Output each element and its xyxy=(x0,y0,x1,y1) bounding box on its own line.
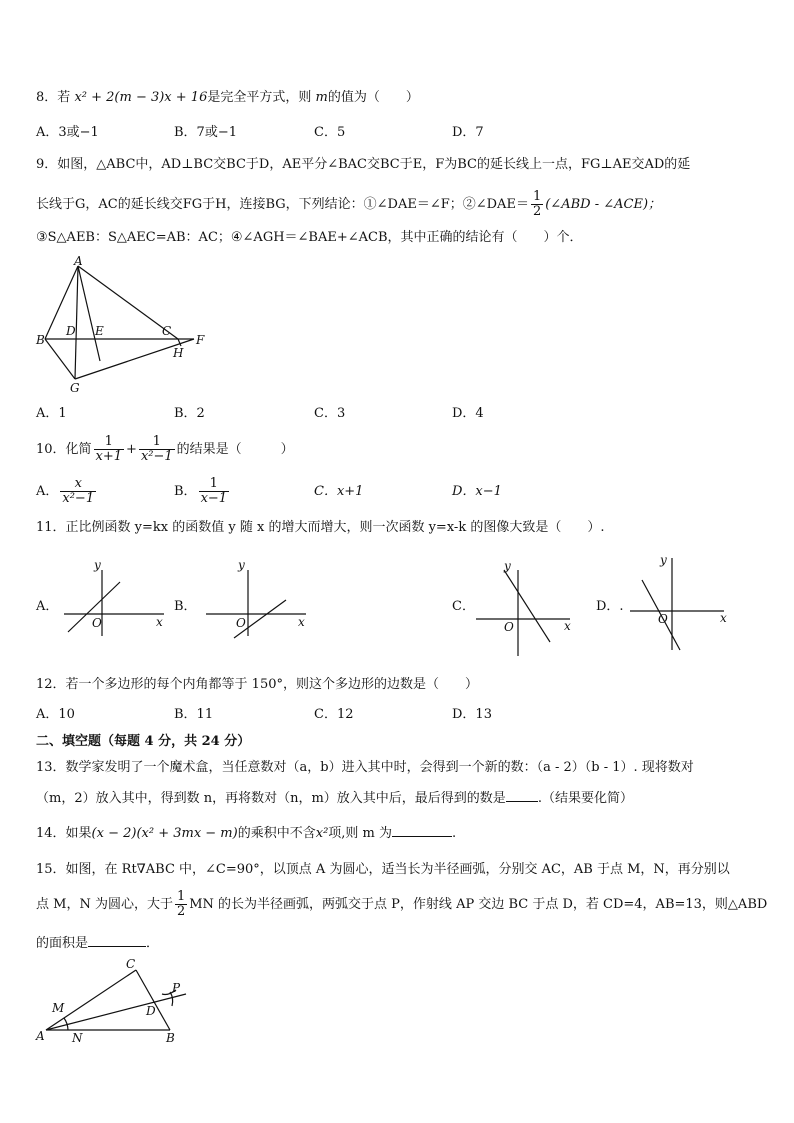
q11-d-origin: O xyxy=(658,612,668,626)
q10-post: 的结果是（ ） xyxy=(176,442,294,457)
q9-label-f: F xyxy=(196,333,205,347)
q15-fraction xyxy=(175,890,187,919)
q10-option-b-fraction xyxy=(199,477,230,506)
q8-option-a[interactable]: A．3或−1 xyxy=(36,125,99,140)
q10-option-c[interactable]: C．x+1 xyxy=(314,484,364,499)
q10-option-a[interactable] xyxy=(36,474,98,510)
q9-label-e: E xyxy=(95,324,104,338)
q14-end: . xyxy=(452,826,457,841)
q15-line-2 xyxy=(36,888,767,922)
q10-f2-den: x²−1 xyxy=(140,449,173,464)
q10-option-b-den: x−1 xyxy=(200,491,228,506)
q9-option-c[interactable]: C．3 xyxy=(314,406,346,421)
q9-option-b[interactable]: B．2 xyxy=(174,406,205,421)
q9-fraction xyxy=(531,190,543,219)
q14-post: 项,则 m 为 xyxy=(328,826,393,841)
q14-term: x² xyxy=(315,826,329,841)
q11-graph-c[interactable] xyxy=(474,558,584,658)
q8-pre: 若 xyxy=(57,90,71,105)
q9-line-2 xyxy=(36,190,661,219)
q15-frac-den: 2 xyxy=(176,904,186,919)
q9-figure xyxy=(36,254,216,395)
q11-a-origin: O xyxy=(92,616,102,630)
q12-stem: 12．若一个多边形的每个内角都等于 150°，则这个多边形的边数是（ ） xyxy=(36,677,478,692)
q10-plus: + xyxy=(126,442,137,457)
q10-option-b-num: 1 xyxy=(199,477,230,492)
q15-line-2a: 点 M，N 为圆心，大于 xyxy=(36,897,173,912)
q11-c-origin: O xyxy=(504,620,514,634)
q8-expression: x² + 2(m − 3)x + 16 xyxy=(74,90,208,105)
q9-line-2a: 长线于G，AC的延长线交FG于H，连接BG，下列结论：①∠DAE＝∠F；②∠DAE＝ xyxy=(36,197,529,212)
q10-fraction-1 xyxy=(94,435,125,464)
q15-label-b: B xyxy=(166,1031,175,1045)
q12-option-b[interactable]: B．11 xyxy=(174,707,214,722)
q10-option-a-fraction xyxy=(60,477,96,506)
q10-option-a-num: x xyxy=(60,477,96,492)
q11-a-y: y xyxy=(94,558,101,572)
q13-line-2 xyxy=(36,790,633,808)
q11-a-x: x xyxy=(156,615,163,629)
q11-option-a-label[interactable]: A． xyxy=(36,599,59,614)
q9-line-1: 9．如图，△ABC中，AD⊥BC交BC于D，AE平分∠BAC交BC于E，F为BC的延长线上一点，FG⊥AE交AD的延 xyxy=(36,157,691,172)
q11-graph-b[interactable] xyxy=(204,558,314,638)
q15-label-n: N xyxy=(72,1031,83,1045)
q10-option-d[interactable]: D．x−1 xyxy=(452,484,502,499)
q10-pre: 10．化简 xyxy=(36,442,92,457)
q11-b-y: y xyxy=(238,558,245,572)
q9-label-b: B xyxy=(36,333,45,347)
q13-answer-blank[interactable] xyxy=(506,801,538,802)
q11-stem: 11．正比例函数 y=kx 的函数值 y 随 x 的增大而增大，则一次函数 y=x-k 的图像大致是（ ）. xyxy=(36,520,605,535)
q11-b-x: x xyxy=(298,615,305,629)
q15-label-c: C xyxy=(126,957,136,971)
q12-option-c[interactable]: C．12 xyxy=(314,707,354,722)
q9-line-3: ③S△AEB：S△AEC=AB：AC；④∠AGH＝∠BAE+∠ACB，其中正确的结论有（ ）个． xyxy=(36,230,583,245)
q10-fraction-2 xyxy=(139,435,175,464)
q11-option-b-label[interactable]: B． xyxy=(174,599,197,614)
q11-c-y: y xyxy=(504,559,511,573)
q8-option-c[interactable]: C．5 xyxy=(314,125,346,140)
q11-d-x: x xyxy=(720,611,727,625)
q9-option-a[interactable]: A．1 xyxy=(36,406,67,421)
q10-option-b[interactable] xyxy=(174,474,231,510)
q8-post: 是完全平方式，则 xyxy=(207,90,312,105)
q10-stem xyxy=(36,432,294,468)
q9-label-h: H xyxy=(173,346,184,360)
q14-mid: 的乘积中不含 xyxy=(237,826,316,841)
q8-stem xyxy=(36,89,419,107)
q14-pre: 14．如果 xyxy=(36,826,92,841)
q11-option-c-label[interactable]: C． xyxy=(452,599,475,614)
q15-figure xyxy=(36,956,196,1048)
q9-option-d[interactable]: D．4 xyxy=(452,406,484,421)
q14-stem xyxy=(36,825,456,843)
q15-frac-num: 1 xyxy=(176,889,186,904)
q14-answer-blank[interactable] xyxy=(392,836,452,837)
q11-graph-d[interactable] xyxy=(628,550,738,655)
q9-line-2b: (∠ABD - ∠ACE)； xyxy=(545,197,662,212)
q15-label-a: A xyxy=(36,1029,45,1043)
q9-frac-num: 1 xyxy=(532,189,542,204)
q9-label-d: D xyxy=(66,324,76,338)
q15-label-m: M xyxy=(52,1001,65,1015)
q12-option-d[interactable]: D．13 xyxy=(452,707,492,722)
q10-option-b-label: B． xyxy=(174,484,197,499)
q9-frac-den: 2 xyxy=(532,204,542,219)
q14-expression: (x − 2)(x² + 3mx − m) xyxy=(91,826,238,841)
q11-b-origin: O xyxy=(236,616,246,630)
q9-label-c: C xyxy=(162,324,172,338)
q13-line-2b: .（结果要化简） xyxy=(537,791,633,806)
q8-var: m xyxy=(315,90,328,105)
q10-f1-num: 1 xyxy=(94,435,125,450)
q8-option-d[interactable]: D．7 xyxy=(452,125,484,140)
q11-graph-a[interactable] xyxy=(62,558,172,638)
q13-line-2a: （m，2）放入其中，得到数 n，再将数对（n，m）放入其中后，最后得到的数是 xyxy=(36,791,506,806)
q8-option-b[interactable]: B．7或−1 xyxy=(174,125,237,140)
q12-option-a[interactable]: A．10 xyxy=(36,707,75,722)
q11-option-d-label[interactable]: D．. xyxy=(596,599,624,614)
q15-line-3b: ． xyxy=(146,936,160,951)
q13-line-1: 13．数学家发明了一个魔术盒，当任意数对（a，b）进入其中时，会得到一个新的数：（a - 2）（b - 1）. 现将数对 xyxy=(36,760,694,775)
q10-option-a-den: x²−1 xyxy=(62,491,95,506)
q15-line-2b: MN 的长为半径画弧，两弧交于点 P，作射线 AP 交边 BC 于点 D，若 CD=4，AB=13，则△ABD xyxy=(189,897,768,912)
q9-label-g: G xyxy=(70,381,80,395)
q9-label-a: A xyxy=(74,254,83,268)
q8-number: 8． xyxy=(36,90,58,105)
q15-line-3 xyxy=(36,935,159,953)
q15-line-3a: 的面积是 xyxy=(36,936,89,951)
q15-label-p: P xyxy=(172,981,181,995)
q11-c-x: x xyxy=(564,619,571,633)
q8-tail: 的值为（ ） xyxy=(327,90,419,105)
q15-label-d: D xyxy=(146,1004,156,1018)
q10-f1-den: x+1 xyxy=(95,449,123,464)
q11-d-y: y xyxy=(660,553,667,567)
q15-line-1: 15．如图，在 Rt∇ABC 中，∠C=90°，以顶点 A 为圆心，适当长为半径画弧，分别交 AC，AB 于点 M，N，再分别以 xyxy=(36,862,730,877)
section-2-title: 二、填空题（每题 4 分，共 24 分） xyxy=(36,734,251,749)
q15-answer-blank[interactable] xyxy=(88,946,146,947)
q10-f2-num: 1 xyxy=(139,435,175,450)
q10-option-a-label: A． xyxy=(36,484,59,499)
